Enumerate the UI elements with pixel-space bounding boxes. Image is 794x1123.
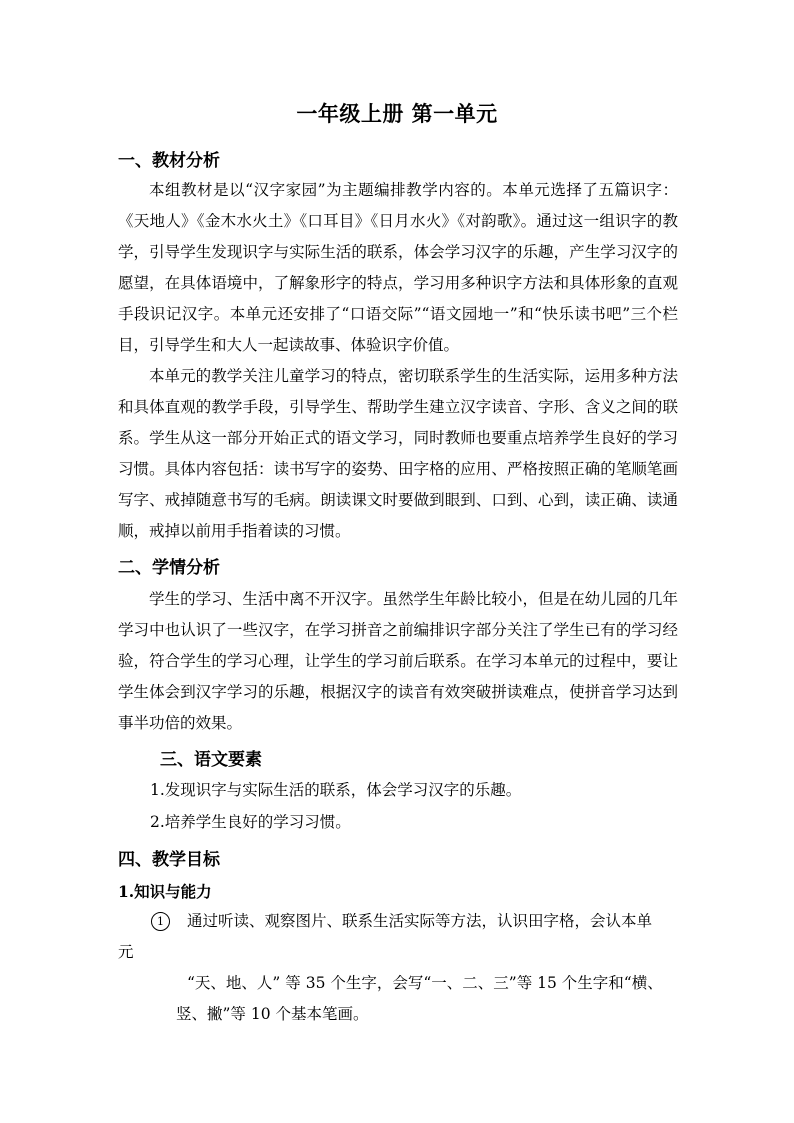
- goal-line-1: 通过听读、观察图片、联系生活实际等方法，认识田字格，会认本单: [187, 912, 653, 930]
- page-title: 一年级上册 第一单元: [296, 101, 498, 126]
- goal-line-3: 竖、撇”等 10 个基本笔画。: [176, 1005, 369, 1023]
- paragraph-student-analysis: 学生的学习、生活中离不开汉字。虽然学生年龄比较小，但是在幼儿园的几年学习中也认识了一些汉字，在学习拼音之前编排识字部分关注了学生已有的学习经验，符合学生的学习心理，让学生的学习前后联系。在学习本单元的过程中，要让学生体会到汉字学习的乐趣，根据汉字的读音有效突破拼读难点，使拼音学习达到事半功倍的效果。: [118, 590, 678, 732]
- goal-number-circle: 1: [151, 912, 170, 931]
- language-element-item-1: 1.发现识字与实际生活的联系，体会学习汉字的乐趣。: [150, 781, 522, 799]
- paragraph-textbook-analysis-2: 本单元的教学关注儿童学习的特点，密切联系学生的生活实际，运用多种方法和具体直观的教学手段，引导学生、帮助学生建立汉字读音、字形、含义之间的联系。学生从这一部分开始正式的语文学习，同时教师也要重点培养学生良好的学习习惯。具体内容包括：读书写字的姿势、田字格的应用、严格按照正确的笔顺笔画写字、戒掉随意书写的毛病。朗读课文时要做到眼到、口到、心到，读正确、读通顺，戒掉以前用手指着读的习惯。: [118, 367, 678, 540]
- subheading-knowledge-ability: 1.知识与能力: [118, 882, 212, 901]
- section-heading-textbook-analysis: 一、教材分析: [118, 151, 220, 171]
- section-heading-teaching-goals: 四、教学目标: [118, 850, 220, 870]
- goal-line-1-wrap: 元: [118, 943, 134, 961]
- goal-line-2: “天、地、人” 等 35 个生字，会写“一、二、三”等 15 个生字和“横、: [187, 974, 663, 992]
- paragraph-textbook-analysis-1: 本组教材是以“汉字家园”为主题编排教学内容的。本单元选择了五篇识字：《天地人》《金木水火土》《口耳目》《日月水火》《对韵歌》。通过这一组识字的教学，引导学生发现识字与实际生活的联系，体会学习汉字的乐趣，产生学习汉字的愿望，在具体语境中，了解象形字的特点，学习用多种识字方法和具体形象的直观手段识记汉字。本单元还安排了“口语交际”“语文园地一”和“快乐读书吧”三个栏目，引导学生和大人一起读故事、体验识字价值。: [118, 181, 678, 354]
- language-element-item-2: 2.培养学生良好的学习习惯。: [150, 813, 351, 831]
- section-heading-language-elements: 三、语文要素: [160, 750, 262, 770]
- section-heading-student-analysis: 二、学情分析: [118, 558, 220, 578]
